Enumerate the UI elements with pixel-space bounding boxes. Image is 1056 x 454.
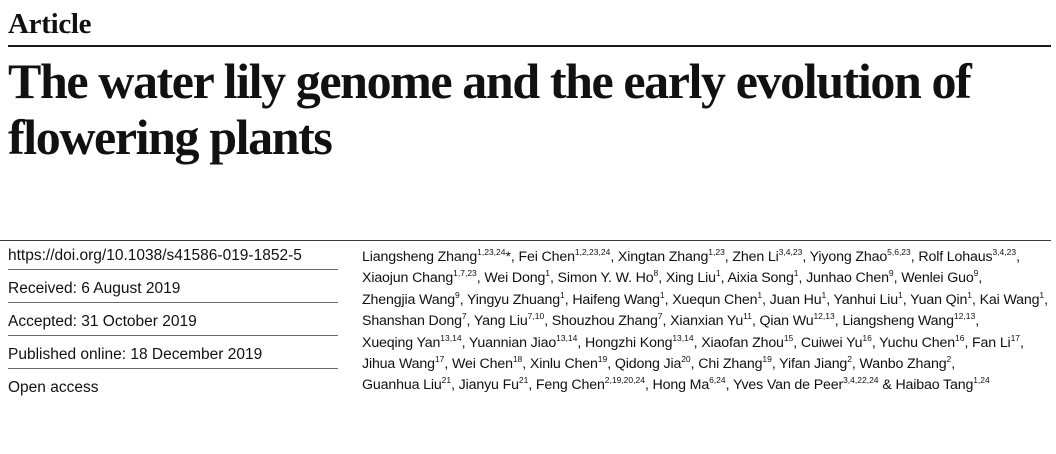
author-separator: ,	[522, 356, 530, 373]
author-affiliation-numbers: 1,23	[708, 247, 725, 257]
author-name[interactable]	[760, 313, 835, 329]
author-name-text: Fan Li	[972, 334, 1011, 351]
author-separator: ,	[544, 313, 552, 330]
author-affiliation-numbers: 7,10	[527, 311, 545, 322]
author-affiliation-numbers: 12,13	[953, 311, 976, 322]
author-separator: ,	[851, 356, 860, 373]
author-name-text: Rolf Lohaus	[918, 249, 993, 265]
author-separator: ,	[725, 377, 733, 394]
author-separator: ,	[466, 313, 474, 330]
author-name-text: Yuannian Jiao	[468, 334, 557, 351]
author-separator: ,	[1020, 334, 1024, 351]
author-affiliation-numbers: 2	[847, 354, 852, 365]
author-name[interactable]	[467, 289, 565, 308]
author-name-text: Qian Wu	[759, 313, 814, 330]
author-name-text: Haifeng Wang	[572, 291, 660, 308]
author-separator: ,	[771, 356, 780, 373]
author-separator: ,	[720, 270, 728, 287]
author-name-text: Aixia Song	[727, 270, 794, 287]
author-separator: ,	[762, 291, 770, 308]
author-separator: ,	[826, 291, 834, 308]
author-separator: ,	[793, 334, 801, 351]
author-name[interactable]	[666, 270, 721, 286]
author-affiliation-numbers: 8	[653, 268, 659, 279]
author-affiliation-numbers: 6,24	[709, 375, 726, 386]
author-name[interactable]	[572, 289, 665, 308]
author-separator: ,	[724, 249, 733, 265]
author-separator: ,	[444, 356, 452, 373]
author-affiliation-numbers: 9	[888, 268, 894, 279]
author-name-text: Zhengjia Wang	[362, 291, 455, 308]
author-name-text: Yanhui Liu	[833, 291, 899, 308]
author-affiliation-numbers: 18	[512, 354, 523, 365]
author-separator: ,	[476, 270, 485, 287]
author-affiliation-numbers: 20	[681, 354, 691, 365]
author-name[interactable]	[769, 289, 827, 308]
author-affiliation-numbers: 1	[898, 289, 903, 300]
author-name-text: Xueqing Yan	[362, 334, 441, 351]
accepted-date: Accepted: 31 October 2019	[8, 311, 338, 336]
author-name[interactable]	[452, 356, 522, 372]
author-affiliation-numbers: 17	[1010, 332, 1021, 343]
author-separator: ,	[510, 249, 519, 265]
author-name-text: Yuchu Chen	[879, 334, 955, 351]
author-separator: ,	[798, 270, 807, 287]
author-separator: ,	[564, 291, 573, 308]
author-name-text: Hongzhi Kong	[584, 334, 673, 351]
author-separator: ,	[871, 334, 880, 351]
author-separator: ,	[577, 334, 585, 351]
author-name[interactable]	[459, 377, 529, 393]
author-affiliation-numbers: 19	[762, 354, 772, 365]
author-name[interactable]	[552, 313, 663, 329]
author-affiliation-numbers: 13,14	[440, 332, 462, 343]
author-affiliation-numbers: 1	[659, 289, 665, 300]
author-affiliation-numbers: 11	[743, 311, 752, 322]
author-name-text: Yingyu Zhuang	[467, 291, 560, 308]
author-name-text: Shouzhou Zhang	[551, 313, 658, 330]
author-affiliation-numbers: 2,19,20,24	[604, 375, 645, 386]
author-name-text: Wei Dong	[484, 270, 546, 287]
author-name[interactable]	[918, 249, 1016, 265]
author-name-text: Xinlu Chen	[529, 356, 598, 373]
author-name[interactable]	[558, 270, 659, 286]
author-name[interactable]	[474, 313, 544, 329]
open-access-label: Open access	[8, 379, 99, 396]
author-affiliation-numbers: 13,14	[556, 332, 578, 343]
author-separator: ,	[528, 377, 536, 394]
author-affiliation-numbers: 3,4,22,24	[843, 375, 879, 386]
author-name[interactable]	[733, 377, 879, 393]
author-name[interactable]	[536, 377, 645, 393]
author-affiliation-numbers: 1	[545, 268, 550, 279]
author-affiliation-numbers: 1	[793, 268, 799, 279]
author-name-text: Xiaojun Chang	[362, 270, 454, 287]
author-separator: ,	[610, 249, 618, 265]
author-name[interactable]	[842, 313, 975, 329]
author-affiliation-numbers: 19	[597, 354, 608, 365]
author-name[interactable]	[879, 332, 965, 351]
doi-link[interactable]: https://doi.org/10.1038/s41586-019-1852-5	[8, 245, 338, 270]
corresponding-author-mark: *	[505, 249, 511, 265]
author-affiliation-numbers: 7	[461, 311, 467, 322]
author-affiliation-numbers: 12,13	[813, 311, 835, 322]
author-separator: ,	[964, 334, 973, 351]
author-name[interactable]	[530, 356, 607, 372]
author-name-text: Xiaofan Zhou	[701, 334, 784, 351]
author-name-text: Liangsheng Wang	[842, 313, 954, 330]
author-name[interactable]	[362, 356, 444, 372]
author-name[interactable]	[362, 289, 460, 308]
author-name[interactable]	[362, 313, 467, 329]
author-name[interactable]	[860, 356, 952, 372]
author-separator: ,	[978, 270, 983, 287]
author-name-text: Haibao Tang	[895, 377, 974, 394]
author-name[interactable]	[362, 270, 477, 286]
author-name-text: Jihua Wang	[362, 356, 435, 373]
author-name[interactable]	[672, 289, 763, 308]
author-separator: ,	[751, 313, 760, 330]
author-name-text: Fei Chen	[518, 249, 575, 265]
author-affiliation-numbers: 1,23,24	[477, 247, 506, 257]
author-separator: ,	[644, 377, 653, 394]
author-name[interactable]	[833, 289, 903, 308]
author-list	[362, 247, 1050, 397]
header-rule	[8, 45, 1051, 47]
author-affiliation-numbers: 17	[434, 354, 445, 365]
author-name[interactable]	[362, 249, 511, 265]
author-separator: ,	[693, 334, 702, 351]
author-separator: ,	[910, 249, 919, 265]
author-name-text: Wanbo Zhang	[859, 356, 947, 373]
author-name-text: Cuiwei Yu	[800, 334, 863, 351]
author-affiliation-numbers: 3,4,23	[778, 247, 803, 257]
author-name-text: Zhen Li	[732, 249, 779, 265]
author-name[interactable]	[618, 249, 725, 265]
author-name[interactable]	[484, 270, 550, 286]
author-name-text: Xianxian Yu	[670, 313, 744, 330]
author-separator: ,	[664, 291, 673, 308]
author-affiliation-numbers: 5,6,23	[887, 247, 911, 257]
author-separator: ,	[972, 291, 980, 308]
author-separator: ,	[802, 249, 810, 265]
author-affiliation-numbers: 1	[715, 268, 721, 279]
author-separator: ,	[662, 313, 671, 330]
author-affiliation-numbers: 2	[946, 354, 952, 365]
author-name-text: Xing Liu	[665, 270, 716, 287]
received-date: Received: 6 August 2019	[8, 278, 338, 303]
author-separator: ,	[893, 270, 902, 287]
author-name-text: Yves Van de Peer	[732, 377, 844, 394]
author-separator: ,	[658, 270, 666, 287]
author-affiliation-numbers: 1	[1039, 289, 1045, 300]
author-name[interactable]	[972, 332, 1021, 351]
author-name-text: Junhao Chen	[806, 270, 889, 287]
author-name[interactable]	[895, 377, 989, 393]
author-separator: ,	[1044, 291, 1048, 308]
author-name[interactable]	[727, 270, 798, 286]
author-affiliation-numbers: 1,7,23	[453, 268, 477, 279]
author-separator: ,	[951, 356, 955, 373]
author-separator: ,	[461, 334, 469, 351]
author-name-text: Wei Chen	[451, 356, 513, 373]
author-name[interactable]	[901, 270, 978, 286]
author-name[interactable]	[979, 289, 1045, 308]
author-name-text: Qidong Jia	[614, 356, 682, 373]
article-type-label: Article	[8, 8, 92, 40]
author-name[interactable]	[653, 377, 726, 393]
author-separator: ,	[834, 313, 843, 330]
author-name[interactable]	[806, 270, 894, 286]
author-name[interactable]	[584, 332, 694, 351]
author-name-text: Liangsheng Zhang	[362, 249, 478, 265]
author-affiliation-numbers: 16	[954, 332, 965, 343]
author-name-text: Wenlei Guo	[901, 270, 974, 287]
author-affiliation-numbers: 21	[441, 375, 452, 386]
author-separator: ,	[459, 291, 468, 308]
metadata-rule	[0, 240, 1051, 241]
author-affiliation-numbers: 15	[783, 332, 794, 343]
author-name-text: Feng Chen	[535, 377, 605, 394]
author-name-text: Hong Ma	[652, 377, 710, 394]
author-name-text: Yuan Qin	[910, 291, 968, 308]
author-affiliation-numbers: 7	[657, 311, 663, 322]
author-name-text: Yiyong Zhao	[809, 249, 888, 265]
author-name[interactable]	[698, 356, 772, 372]
author-name-text: Xingtan Zhang	[617, 249, 709, 265]
author-separator: ,	[690, 356, 699, 373]
author-name-text: Juan Hu	[769, 291, 822, 308]
author-name[interactable]	[732, 249, 802, 265]
author-affiliation-numbers: 3,4,23	[992, 247, 1017, 257]
author-affiliation-numbers: 1,24	[973, 375, 990, 386]
author-affiliation-numbers: 9	[454, 289, 460, 300]
author-affiliation-numbers: 16	[862, 332, 872, 343]
author-name-text: Guanhua Liu	[362, 377, 442, 394]
author-separator: ,	[902, 291, 911, 308]
author-name-text: Shanshan Dong	[362, 313, 462, 330]
article-title: The water lily genome and the early evolution of flowering plants	[8, 53, 971, 165]
author-name[interactable]	[362, 332, 462, 351]
published-date: Published online: 18 December 2019	[8, 344, 338, 369]
author-affiliation-numbers: 13,14	[672, 332, 694, 343]
author-affiliation-numbers: 1	[821, 289, 827, 300]
author-affiliation-numbers: 21	[518, 375, 529, 386]
author-name[interactable]	[615, 356, 691, 372]
author-name-text: Jianyu Fu	[458, 377, 519, 394]
author-affiliation-numbers: 1	[967, 289, 972, 300]
author-separator: ,	[975, 313, 979, 330]
author-affiliation-numbers: 9	[973, 268, 979, 279]
author-name-text: Yifan Jiang	[779, 356, 848, 373]
author-name[interactable]	[800, 332, 872, 351]
author-name-text: Kai Wang	[979, 291, 1040, 308]
author-separator: &	[878, 377, 896, 394]
author-separator: ,	[1016, 249, 1020, 265]
author-separator: ,	[451, 377, 459, 394]
author-name[interactable]	[670, 313, 752, 329]
author-name-text: Yang Liu	[473, 313, 528, 330]
author-name[interactable]	[810, 249, 911, 265]
author-name[interactable]	[701, 332, 794, 351]
author-affiliation-numbers: 1,2,23,24	[574, 247, 611, 257]
author-name-text: Chi Zhang	[698, 356, 763, 373]
author-name[interactable]	[779, 356, 852, 372]
author-name[interactable]	[518, 249, 610, 265]
article-metadata	[8, 245, 338, 409]
author-name[interactable]	[910, 289, 972, 308]
author-separator: ,	[607, 356, 615, 373]
author-affiliation-numbers: 1	[559, 289, 565, 300]
author-name-text: Simon Y. W. Ho	[557, 270, 654, 287]
author-name[interactable]	[362, 377, 451, 393]
author-separator: ,	[549, 270, 558, 287]
author-name[interactable]	[468, 332, 578, 351]
author-affiliation-numbers: 1	[757, 289, 763, 300]
author-name-text: Xuequn Chen	[672, 291, 758, 308]
